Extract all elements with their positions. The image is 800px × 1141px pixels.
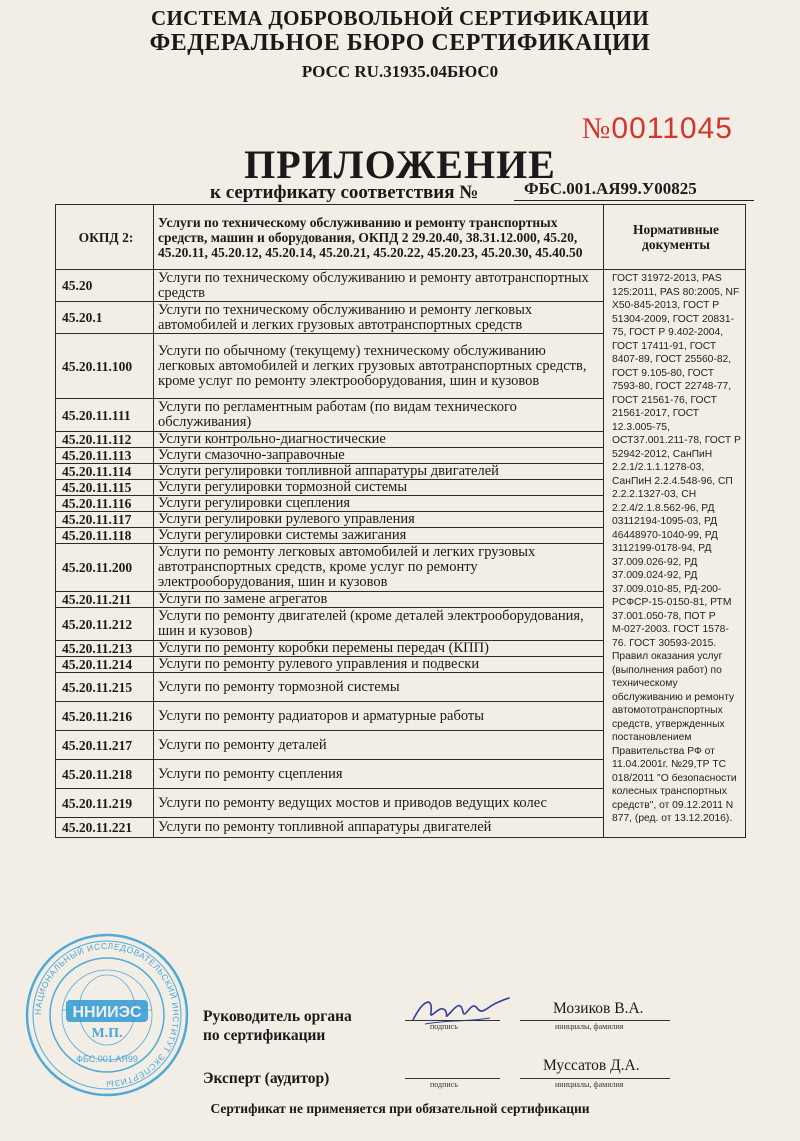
header-system-name: СИСТЕМА ДОБРОВОЛЬНОЙ СЕРТИФИКАЦИИ xyxy=(151,6,649,30)
service-description-cell: Услуги смазочно-заправочные xyxy=(154,448,604,464)
head-name: Мозиков В.А. xyxy=(553,1000,644,1017)
service-description-cell: Услуги по техническому обслуживанию и ремонту легковых автомобилей и легких грузовых автотранспортных средств xyxy=(154,302,604,334)
service-description-cell: Услуги по ремонту коробки перемены передач (КПП) xyxy=(154,641,604,657)
number-sign: № xyxy=(581,112,612,145)
head-name-line xyxy=(520,1020,670,1021)
okpd-code-cell: 45.20.11.219 xyxy=(56,789,154,818)
document-title: ПРИЛОЖЕНИЕ xyxy=(244,142,556,187)
okpd-code-cell: 45.20.11.118 xyxy=(56,528,154,544)
table-header-row xyxy=(56,205,746,270)
certificate-number: ФБС.001.АЯ99.У00825 xyxy=(514,179,754,201)
service-description-cell: Услуги по ремонту ведущих мостов и приводов ведущих колес xyxy=(154,789,604,818)
head-of-body-label-line1: Руководитель органа xyxy=(203,1008,352,1025)
header-bureau-name: ФЕДЕРАЛЬНОЕ БЮРО СЕРТИФИКАЦИИ xyxy=(149,30,651,56)
table-row xyxy=(56,270,746,302)
okpd-code-cell: 45.20 xyxy=(56,270,154,302)
expert-name-line xyxy=(520,1078,670,1079)
header-registration-number: РОСС RU.31935.04БЮС0 xyxy=(301,62,499,81)
okpd-code-cell: 45.20.11.200 xyxy=(56,544,154,592)
okpd-code-cell: 45.20.11.214 xyxy=(56,657,154,673)
header-norms: Нормативные документы xyxy=(604,205,746,270)
expert-name: Муссатов Д.А. xyxy=(543,1057,640,1074)
okpd-code-cell: 45.20.11.112 xyxy=(56,432,154,448)
service-description-cell: Услуги по обычному (текущему) техническому обслуживанию легковых автомобилей и легких грузовых автотранспортных средств, кроме услуг по ремонту электрооборудования, шин и кузовов xyxy=(154,334,604,399)
header-description: Услуги по техническому обслуживанию и ремонту транспортных средств, машин и оборудования, ОКПД 2 29.20.40, 38.31.12.000, 45.20, 45.20.11, 45.20.12, 45.20.14, 45.20.21, 45.20.22, 45.20.23, 45.20.30, 45.40.50 xyxy=(154,205,604,270)
okpd-code-cell: 45.20.11.218 xyxy=(56,760,154,789)
handwritten-signature xyxy=(405,990,515,1035)
service-description-cell: Услуги по ремонту сцепления xyxy=(154,760,604,789)
service-description-cell: Услуги по ремонту радиаторов и арматурные работы xyxy=(154,702,604,731)
expert-signature-line xyxy=(405,1078,500,1079)
service-description-cell: Услуги по замене агрегатов xyxy=(154,592,604,608)
normative-documents-cell: ГОСТ 31972-2013, PAS 125:2011, PAS 80:2005, NF X50-845-2013, ГОСТ Р 51304-2009, ГОСТ 20831-75, ГОСТ Р 9.402-2004, ГОСТ 17411-91, ГОСТ 8407-89, ГОСТ 25560-82, ГОСТ 9.105-80, ГОСТ 7593-80, ГОСТ 22748-77, ГОСТ 21561-76, ГОСТ 21561-2017, ГОСТ 12.3.005-75, ОСТ37.001.211-78, ГОСТ Р 52942-2012, СанПиН 2.2.1/2.1.1.1278-03, СанПиН 2.2.4.548-96, СП 2.2.2.1327-03, СН 2.2.4/2.1.8.562-96, РД 03112194-1095-03, РД 46448970-1040-99, РД 3112199-0178-94, РД 37.009.026-92, РД 37.009.024-92, РД 37.009.010-85, РД-200-РСФСР-15-0150-81, РТМ 37.001.050-78, ПОТ Р М-027-2003. ГОСТ 1578-76. ГОСТ 30593-2015. Правил оказания услуг (выполнения работ) по техническому обслуживанию и ремонту автомототранспортных средств, утвержденных постановлением Правительства РФ от 11.04.2001г. №29,ТР ТС 018/2011 "О безопасности колесных транспортных средств", от 09.12.2011 N 877, (ред. от 13.12.2016). xyxy=(604,270,746,838)
okpd-code-cell: 45.20.11.116 xyxy=(56,496,154,512)
service-description-cell: Услуги регулировки сцепления xyxy=(154,496,604,512)
service-description-cell: Услуги регулировки топливной аппаратуры двигателей xyxy=(154,464,604,480)
okpd-code-cell: 45.20.11.216 xyxy=(56,702,154,731)
okpd-code-cell: 45.20.11.221 xyxy=(56,818,154,838)
document-subtitle: к сертификату соответствия № xyxy=(210,182,479,203)
okpd-code-cell: 45.20.11.100 xyxy=(56,334,154,399)
services-table xyxy=(55,204,746,838)
service-description-cell: Услуги регулировки системы зажигания xyxy=(154,528,604,544)
okpd-code-cell: 45.20.11.111 xyxy=(56,399,154,432)
stamp-ring-text: НАЦИОНАЛЬНЫЙ ИССЛЕДОВАТЕЛЬСКИЙ ИНСТИТУТ ЭКСПЕРТИЗЫ xyxy=(32,940,182,1090)
stamp-center-text: ННИИЭС xyxy=(72,1004,142,1021)
header-code: ОКПД 2: xyxy=(56,205,154,270)
okpd-code-cell: 45.20.1 xyxy=(56,302,154,334)
service-description-cell: Услуги регулировки тормозной системы xyxy=(154,480,604,496)
seal-stamp xyxy=(22,930,192,1100)
expert-signature-caption: подпись xyxy=(430,1080,458,1089)
service-description-cell: Услуги по ремонту двигателей (кроме деталей электрооборудования, шин и кузовов) xyxy=(154,608,604,641)
okpd-code-cell: 45.20.11.211 xyxy=(56,592,154,608)
okpd-code-cell: 45.20.11.115 xyxy=(56,480,154,496)
service-description-cell: Услуги по техническому обслуживанию и ремонту автотранспортных средств xyxy=(154,270,604,302)
serial-value: 0011045 xyxy=(611,112,733,145)
service-description-cell: Услуги по ремонту тормозной системы xyxy=(154,673,604,702)
expert-name-caption: инициалы, фамилия xyxy=(555,1080,624,1089)
head-signature-line xyxy=(405,1020,500,1021)
service-description-cell: Услуги по ремонту деталей xyxy=(154,731,604,760)
service-description-cell: Услуги регулировки рулевого управления xyxy=(154,512,604,528)
service-description-cell: Услуги по ремонту топливной аппаратуры двигателей xyxy=(154,818,604,838)
head-name-caption: инициалы, фамилия xyxy=(555,1022,624,1031)
okpd-code-cell: 45.20.11.114 xyxy=(56,464,154,480)
footer-note: Сертификат не применяется при обязательной сертификации xyxy=(210,1101,590,1116)
head-signature-caption: подпись xyxy=(430,1022,458,1031)
stamp-code-text: ФБС.001.АЯ99 xyxy=(76,1054,138,1064)
service-description-cell: Услуги по ремонту легковых автомобилей и легких грузовых автотранспортных средств, кроме услуг по ремонту электрооборудования, шин и кузовов xyxy=(154,544,604,592)
okpd-code-cell: 45.20.11.217 xyxy=(56,731,154,760)
stamp-mp-text: М.П. xyxy=(91,1026,123,1041)
okpd-code-cell: 45.20.11.213 xyxy=(56,641,154,657)
okpd-code-cell: 45.20.11.117 xyxy=(56,512,154,528)
expert-label: Эксперт (аудитор) xyxy=(203,1070,330,1087)
okpd-code-cell: 45.20.11.212 xyxy=(56,608,154,641)
okpd-code-cell: 45.20.11.215 xyxy=(56,673,154,702)
service-description-cell: Услуги по ремонту рулевого управления и подвески xyxy=(154,657,604,673)
okpd-code-cell: 45.20.11.113 xyxy=(56,448,154,464)
service-description-cell: Услуги по регламентным работам (по видам технического обслуживания) xyxy=(154,399,604,432)
head-of-body-label-line2: по сертификации xyxy=(203,1027,326,1044)
service-description-cell: Услуги контрольно-диагностические xyxy=(154,432,604,448)
